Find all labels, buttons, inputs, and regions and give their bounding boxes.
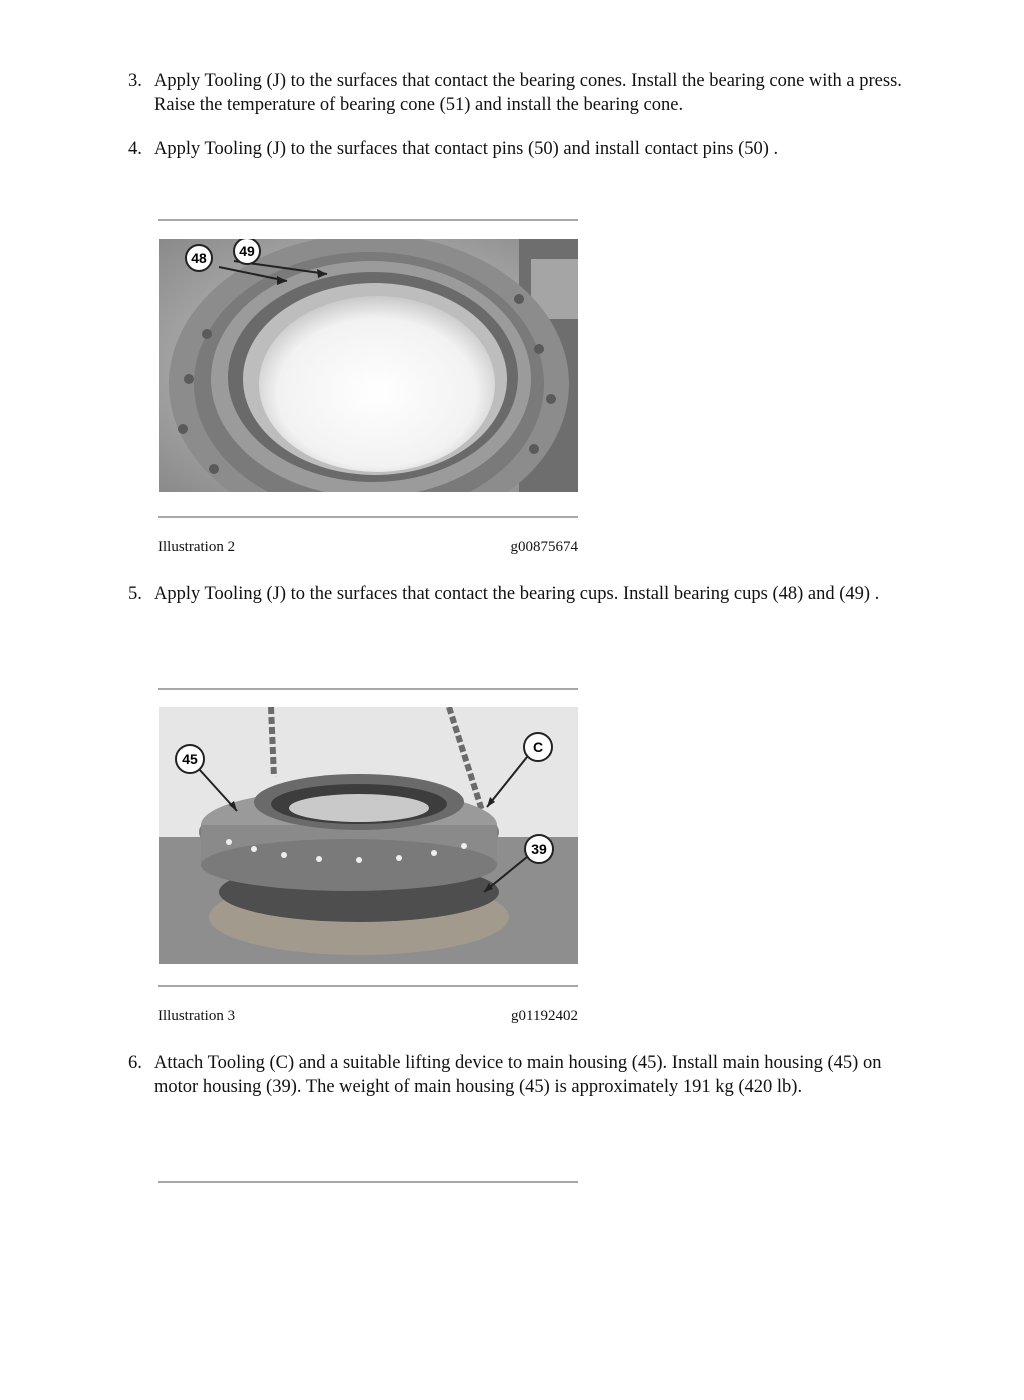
step-number: 4. bbox=[128, 139, 142, 159]
svg-text:39: 39 bbox=[531, 841, 547, 857]
callout-c-icon bbox=[524, 733, 552, 761]
step-text: Apply Tooling (J) to the surfaces that contact the bearing cones. Install the bearing cone with a press. Raise the temperature of bearing cone (51) and install the bearing cone. bbox=[154, 71, 902, 115]
main-housing-lift-photo bbox=[159, 707, 578, 964]
step-number: 5. bbox=[128, 584, 142, 604]
illustration-label: Illustration 2 bbox=[158, 539, 236, 555]
callout-48-icon bbox=[186, 245, 212, 271]
illustration-bottom-rule bbox=[158, 985, 578, 987]
illustration-label: Illustration 3 bbox=[158, 1008, 236, 1024]
step-number: 3. bbox=[128, 71, 142, 91]
step-text: Attach Tooling (C) and a suitable lifting device to main housing (45). Install main housing (45) on motor housing (39). The weight of main housing (45) is approximately 191 kg (420 lb). bbox=[154, 1053, 882, 1097]
svg-text:45: 45 bbox=[182, 751, 198, 767]
callout-49-icon bbox=[234, 239, 260, 264]
bearing-cups-photo bbox=[159, 239, 578, 492]
illustration-code: g01192402 bbox=[511, 1008, 578, 1024]
callout-45-icon bbox=[176, 745, 204, 773]
step-text: Apply Tooling (J) to the surfaces that contact pins (50) and install contact pins (50) . bbox=[154, 139, 779, 159]
callout-39-icon bbox=[525, 835, 553, 863]
illustration-top-rule bbox=[158, 219, 578, 221]
illustration-3-photo bbox=[159, 707, 578, 964]
svg-text:49: 49 bbox=[239, 243, 255, 259]
illustration-2-photo bbox=[159, 239, 578, 492]
illustration-top-rule bbox=[158, 1181, 578, 1183]
illustration-top-rule bbox=[158, 688, 578, 690]
step-text: Apply Tooling (J) to the surfaces that contact the bearing cups. Install bearing cups (48) and (49) . bbox=[154, 584, 880, 604]
step-number: 6. bbox=[128, 1053, 142, 1073]
illustration-code: g00875674 bbox=[510, 539, 578, 555]
svg-text:C: C bbox=[532, 739, 544, 755]
svg-text:48: 48 bbox=[191, 250, 207, 266]
illustration-bottom-rule bbox=[158, 516, 578, 518]
